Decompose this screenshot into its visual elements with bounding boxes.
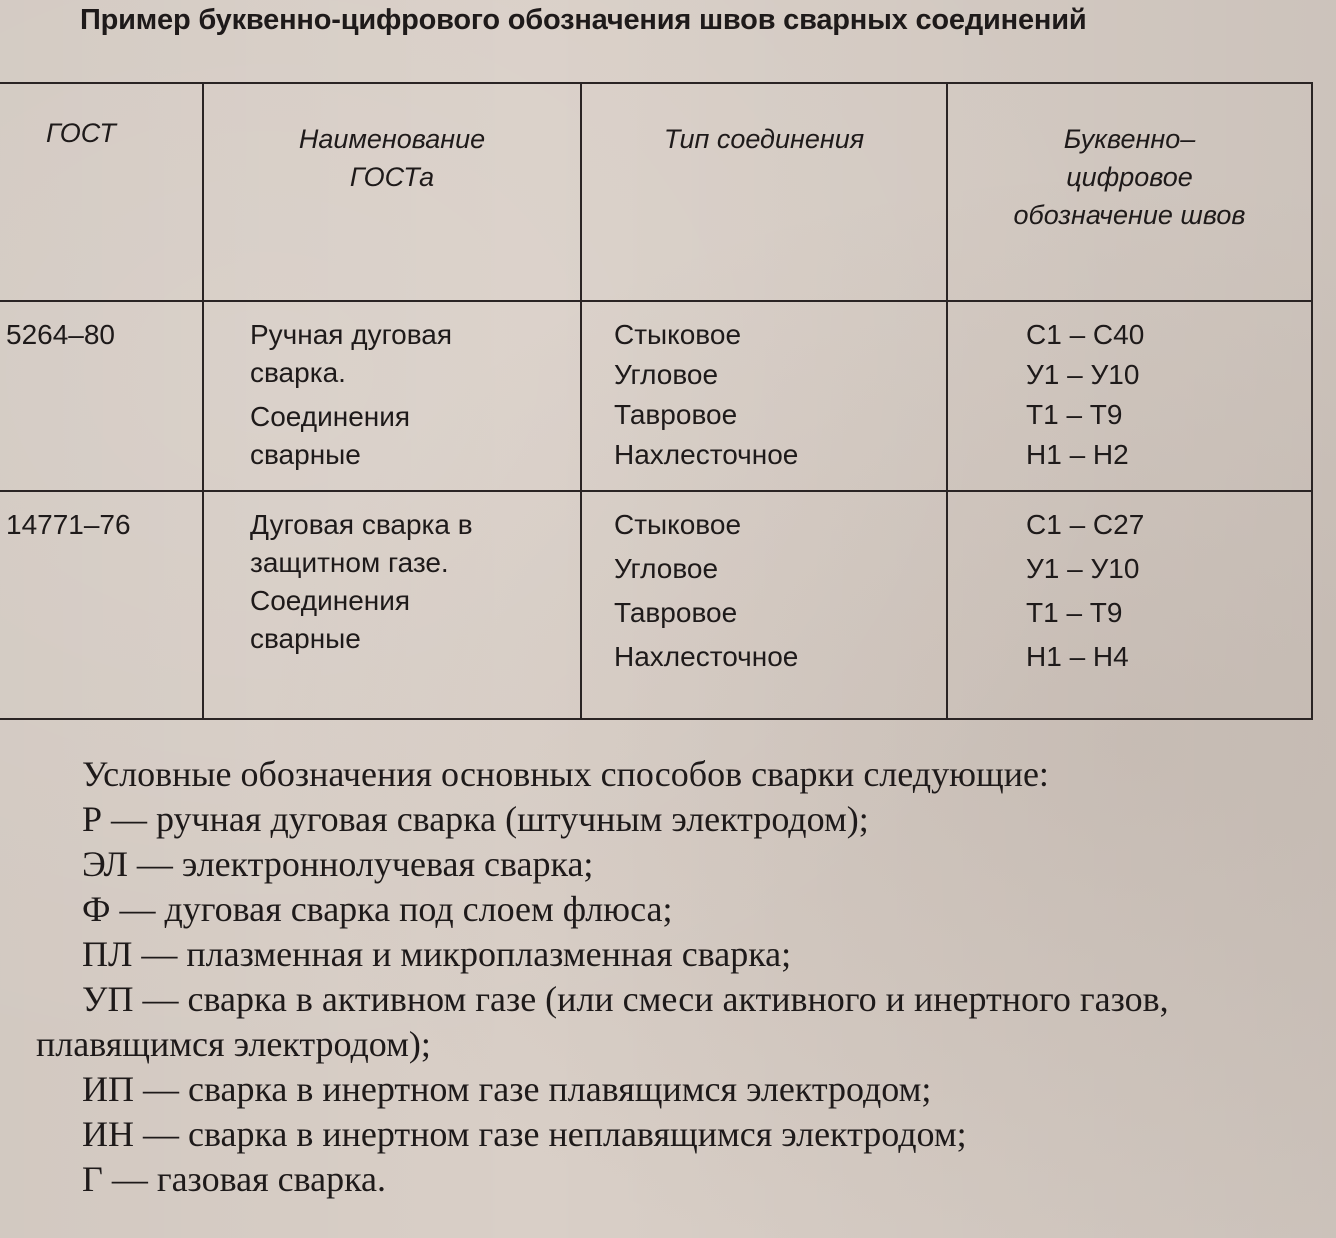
- legend-item: ЭЛ — электроннолучевая сварка;: [82, 844, 594, 884]
- cell-seam-codes: С1 – С27 У1 – У10 Т1 – Т9 Н1 – Н4: [947, 491, 1312, 719]
- legend-item: ПЛ — плазменная и микроплазменная сварка;: [82, 934, 792, 974]
- legend-item: УП — сварка в активном газе (или смеси активного и инертного газов,: [82, 979, 1169, 1019]
- cell-gost: 14771–76: [0, 491, 203, 719]
- cell-seam-codes: С1 – С40 У1 – У10 Т1 – Т9 Н1 – Н2: [947, 301, 1312, 491]
- cell-gost-name: Дуговая сварка в защитном газе. Соединения сварные: [203, 491, 581, 719]
- header-seam-designation: Буквенно– цифровое обозначение швов: [947, 83, 1312, 301]
- cell-gost-name: Ручная дуговая сварка. Соединения сварные: [203, 301, 581, 491]
- welding-table: [0, 82, 1312, 694]
- cell-joint-types: Стыковое Угловое Тавровое Нахлесточное: [581, 301, 947, 491]
- legend-item: ИН — сварка в инертном газе неплавящимся электродом;: [82, 1114, 967, 1154]
- legend-item: Ф — дуговая сварка под слоем флюса;: [82, 889, 673, 929]
- table-header-row: [0, 83, 1312, 301]
- legend-intro: Условные обозначения основных способов сварки следующие:: [82, 754, 1049, 794]
- table-row: [0, 491, 1312, 719]
- welding-designation-table: [0, 82, 1313, 720]
- cell-gost: 5264–80: [0, 301, 203, 491]
- header-gost-name: Наименование ГОСТа: [203, 83, 581, 301]
- header-gost: ГОСТ: [0, 83, 203, 301]
- table-title: Пример буквенно-цифрового обозначения швов сварных соединений: [80, 4, 1087, 36]
- table-row: [0, 301, 1312, 491]
- legend-item: ИП — сварка в инертном газе плавящимся электродом;: [82, 1069, 932, 1109]
- legend-item-continuation: плавящимся электродом);: [36, 1024, 431, 1064]
- legend-item: Р — ручная дуговая сварка (штучным электродом);: [82, 799, 869, 839]
- legend-item: Г — газовая сварка.: [82, 1159, 387, 1199]
- cell-joint-types: Стыковое Угловое Тавровое Нахлесточное: [581, 491, 947, 719]
- welding-methods-legend: [0, 752, 1320, 1202]
- header-joint-type: Тип соединения: [581, 83, 947, 301]
